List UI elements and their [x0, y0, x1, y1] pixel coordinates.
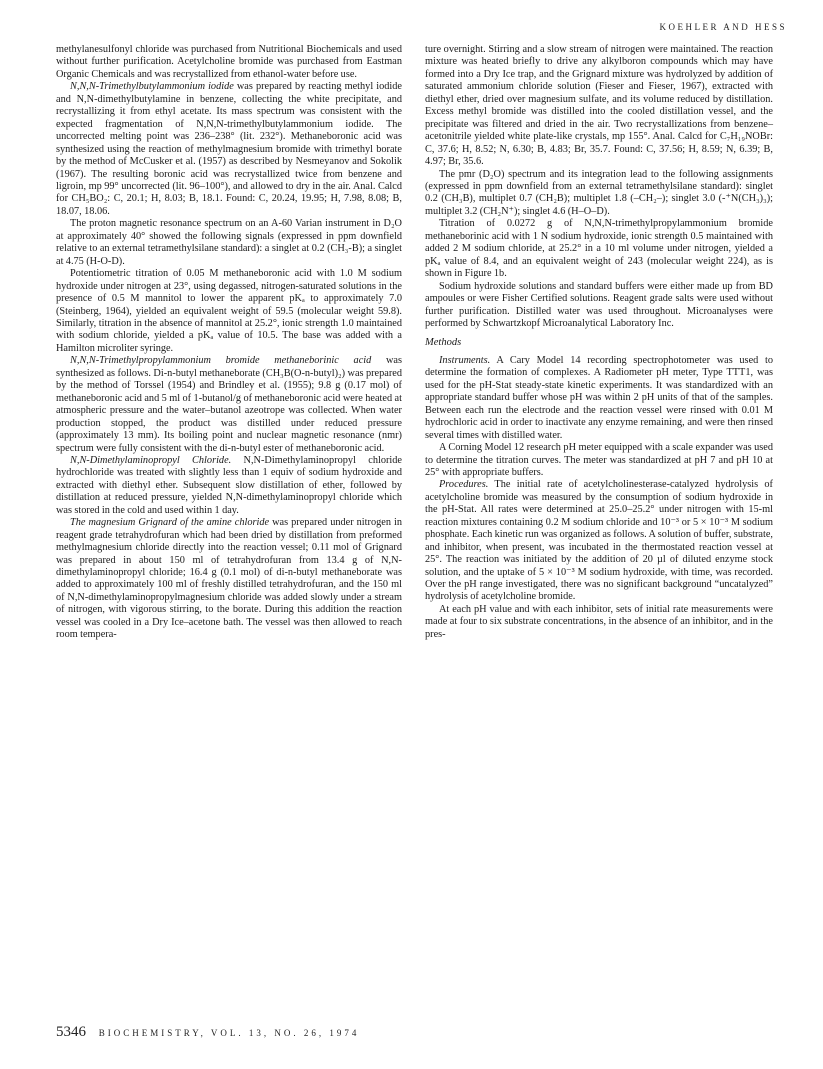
- running-head: KOEHLER AND HESS: [659, 22, 787, 32]
- paragraph-text: was prepared under nitrogen in reagent grade tetrahydrofuran which had been dried by distillation from preformed methylmagnesium chloride directly into the reaction vessel; 0.11 mol of Grignard was prepared in about 150 ml of tetrahydrofuran from 13.4 g of N,N-dimethylaminopropyl chloride; 16.4 g (0.1 mol) of di-n-butyl methaneborate was added to approximately 100 ml of freshly distilled tetrahydrofuran, and the 150 ml of N,N-dimethylaminopropylmagnesium chloride was added slowly under a stream of nitrogen, with vigorous stirring, to the borate. During this addition the reaction vessel was cooled in a Dry Ice–acetone bath. The vessel was then allowed to reach room tempera-: [56, 517, 403, 641]
- right-column: [425, 44, 773, 641]
- inline-heading: N,N,N-Trimethylpropylammonium bromide methaneborinic acid: [70, 355, 372, 367]
- paragraph: [56, 81, 402, 218]
- journal-citation: BIOCHEMISTRY, VOL. 13, NO. 26, 1974: [98, 1028, 360, 1038]
- page-number: 5346: [56, 1024, 86, 1040]
- inline-heading: Instruments.: [439, 354, 491, 366]
- paragraph: At each pH value and with each inhibitor, sets of initial rate measurements were made at four to six substrate concentrations, in the absence of an inhibitor, and in the pres-: [425, 603, 773, 640]
- inline-heading: N,N,N-Trimethylbutylammonium iodide: [70, 81, 234, 93]
- left-column: [56, 44, 402, 642]
- inline-heading: N,N-Dimethylaminopropyl Chloride.: [70, 454, 232, 466]
- paragraph: ture overnight. Stirring and a slow stream of nitrogen were maintained. The reaction mixture was heated briefly to drive any alkylboron compounds which may have formed into a Dry Ice trap, and the Grignard mixture was hydrolyzed by addition of saturated ammonium chloride solution (Fieser and Fieser, 1967), extracted with diethyl ether, dried over magnesium sulfate, and its volume reduced by distillation. Excess methyl bromide was distilled into the cooled distillation vessel, and the precipitate was filtered and dried in the air. Two recrystallizations from benzene–acetonitrile yielded white plate-like crystals, mp 155°. Anal. Calcd for C₇H₁₉NOBr: C, 37.6; H, 8.52; N, 6.30; B, 4.83; Br, 35.7. Found: C, 37.56; H, 8.59; N, 6.39; B, 4.97; Br, 35.6.: [425, 44, 773, 168]
- paragraph-text: A Cary Model 14 recording spectrophotometer was used to determine the formation of complexes. A Radiometer pH meter, Type TTT1, was used for the pH-Stat steady-state kinetic experiments. It was standardized with an appropriate standard buffer whose pH was within 2 pH units of that of the samples. Between each run the electrode and the reaction vessel were rinsed with 0.01 M hydrochloric acid in order to inactivate any enzyme remaining, and were then rinsed several times with distilled water.: [425, 354, 773, 441]
- page-footer: [56, 1024, 359, 1041]
- section-heading: Methods: [425, 337, 462, 349]
- paragraph: [56, 455, 402, 517]
- paragraph: [425, 479, 773, 604]
- paragraph: The proton magnetic resonance spectrum on an A-60 Varian instrument in D₂O at approximately 40° showed the following signals (expressed in ppm downfield relative to an external tetramethylsilane standard): a singlet at 0.2 (CH₃-B); a singlet at 4.75 (H-O-D).: [56, 218, 402, 267]
- inline-heading: Procedures.: [439, 479, 489, 491]
- paragraph: Potentiometric titration of 0.05 M methaneboronic acid with 1.0 M sodium hydroxide under nitrogen at 23°, using degassed, nitrogen-saturated solutions in the presence of 0.5 M mannitol to lower the apparent pKₐ to approximately 7.0 (Steinberg, 1964), yielded an equivalent weight of 59.5 (molecular weight 59.8). Similarly, titration in the absence of mannitol at 25.2°, ionic strength 1.0 maintained with sodium chloride, yielded a pKₐ value of 10.5. The base was added with a Hamilton microliter syringe.: [56, 268, 402, 354]
- inline-heading: The magnesium Grignard of the amine chloride: [70, 517, 270, 529]
- paragraph-text: was synthesized as follows. Di-n-butyl methaneborate (CH₃B(O-n-butyl)₂) was prepared by the method of Torssel (1954) and Brindley et al. (1955); 9.8 g (0.17 mol) of methaneboronic acid and 5 ml of 1-butanol/g of methaneboronic acid were heated at atmospheric pressure and the water–butanol azeotrope was collected. When water production stopped, the product was distilled under reduced pressure (approximately 13 mm). Its boiling point and nuclear magnetic resonance (nmr) spectrum were fully consistent with the di-n-butyl ester of methaneboronic acid.: [56, 355, 403, 454]
- paragraph: [425, 355, 773, 442]
- paragraph: [56, 355, 402, 455]
- paragraph-text: The initial rate of acetylcholinesterase-catalyzed hydrolysis of acetylcholine bromide was measured by the consumption of sodium hydroxide in the pH-Stat. All rates were determined at 25.0–25.2° under nitrogen with 15-ml reaction mixtures containing 0.2 M sodium chloride and 10⁻³ or 5 × 10⁻³ M sodium phosphate. Each kinetic run was organized as follows. A solution of buffer, substrate, and inhibitor, when present, was incubated in the thermostated reaction vessel at 25°. The reaction was initiated by the addition of 20 µl of diluted enzyme stock solution, and the uptake of 5 × 10⁻³ M sodium hydroxide, with time, was recorded. Over the pH range investigated, there was no significant background “uncatalyzed” hydrolysis of acetylcholine bromide.: [425, 479, 773, 603]
- paragraph-text: N,N-Dimethylaminopropyl chloride hydrochloride was treated with slightly less than 1 equiv of sodium hydroxide and extracted with diethyl ether. Subsequent slow distillation of ether, followed by distillation at reduced pressure, yielded N,N-dimethylaminopropyl chloride which was stored in the cold and used within 1 day.: [56, 454, 402, 516]
- paragraph: A Corning Model 12 research pH meter equipped with a scale expander was used to determine the titration curves. The meter was standardized at pH 7 and pH 10 at 25° with appropriate buffers.: [425, 442, 773, 478]
- paragraph: Titration of 0.0272 g of N,N,N-trimethylpropylammonium bromide methaneborinic acid with 1 N sodium hydroxide, ionic strength 0.5 maintained with added 2 M sodium chloride, at 25.2° in a 10 ml volume under nitrogen, yielded a pKₐ value of 8.4, and an equivalent weight of 243 (molecular weight 224), as is shown in Figure 1b.: [425, 218, 773, 280]
- paragraph: [56, 517, 402, 642]
- paragraph: The pmr (D₂O) spectrum and its integration lead to the following assignments (expressed in ppm downfield from an external tetramethylsilane standard): singlet 0.2 (CH₃B), multiplet 0.7 (CH₂B); multiplet 1.8 (–CH₂–); singlet 3.0 (-⁺N(CH₃)₃); multiplet 3.2 (CH₂N⁺); singlet 4.6 (H–O–D).: [425, 168, 773, 217]
- paragraph-text: was prepared by reacting methyl iodide and N,N-dimethylbutylamine in benzene, collecting the white precipitate, and recrystallizing it from ethyl acetate. Its mass spectrum was consistent with the expected fragmentation of N,N,N-trimethylbutylammonium iodide. The uncorrected melting point was 236–238° (lit. 232°). Methaneboronic acid was synthesized using the reaction of methylmagnesium bromide with trimethyl borate by the method of McCusker et al. (1957) as described by Nesmeyanov and Sokolik (1967). The resulting boronic acid was recrystallized twice from benzene and ligroin, mp 99° uncorrected (lit. 96–100°), and allowed to dry in the air. Anal. Calcd for CH₅BO₂: C, 20.1; H, 8.03; B, 18.1. Found: C, 20.24, 19.95; H, 7.98, 8.08; B, 18.07, 18.06.: [56, 81, 402, 217]
- paragraph: methylanesulfonyl chloride was purchased from Nutritional Biochemicals and used without further purification. Acetylcholine bromide was purchased from Eastman Organic Chemicals and was recrystallized from ethanol-water before use.: [56, 44, 402, 80]
- paragraph: Sodium hydroxide solutions and standard buffers were either made up from BD ampoules or were Fisher Certified solutions. Reagent grade salts were used without further purification. Distilled water was used throughout. Microanalyses were performed by Schwartzkopf Microanalytical Laboratory Inc.: [425, 280, 773, 329]
